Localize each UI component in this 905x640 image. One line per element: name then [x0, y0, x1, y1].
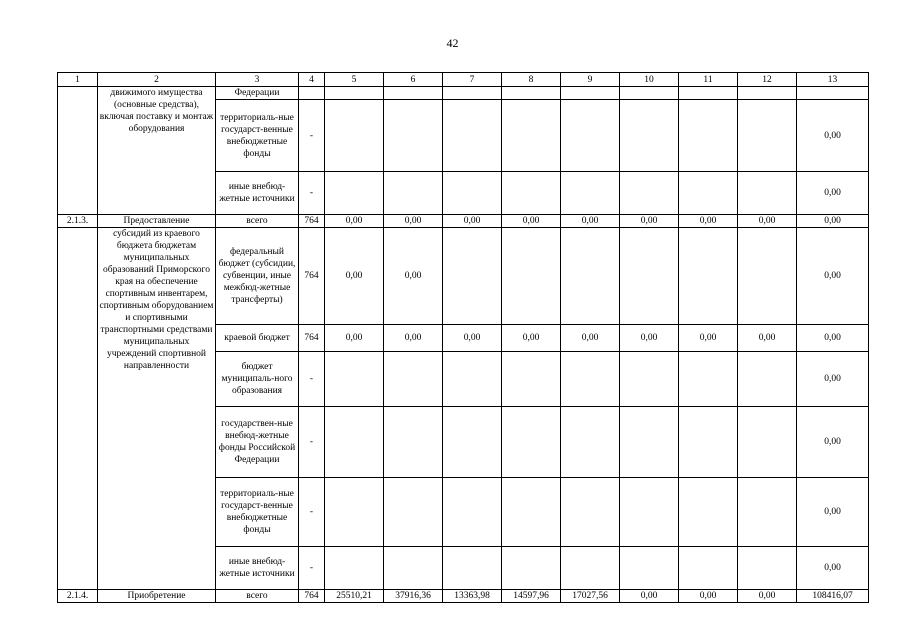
column-header: 11	[679, 73, 738, 87]
value-cell	[502, 172, 561, 215]
total-cell: 0,00	[797, 547, 869, 590]
value-cell: 0,00	[679, 215, 738, 228]
value-cell: 0,00	[679, 590, 738, 603]
value-cell	[738, 407, 797, 478]
value-cell	[561, 352, 620, 407]
row-number-cell: 2.1.4.	[58, 590, 98, 603]
value-cell	[561, 547, 620, 590]
value-cell	[502, 100, 561, 172]
total-cell: 0,00	[797, 100, 869, 172]
grbs-cell: -	[299, 100, 325, 172]
column-header: 10	[620, 73, 679, 87]
value-cell	[561, 228, 620, 325]
grbs-cell: 764	[299, 590, 325, 603]
column-header: 9	[561, 73, 620, 87]
source-cell: иные внебюд-жетные источники	[216, 547, 299, 590]
column-header: 13	[797, 73, 869, 87]
value-cell: 13363,98	[443, 590, 502, 603]
column-header: 6	[384, 73, 443, 87]
value-cell	[384, 478, 443, 547]
source-cell: краевой бюджет	[216, 325, 299, 352]
item-name-cell: движимого имущества (основные средства), включая поставку и монтаж оборудования	[98, 87, 216, 215]
value-cell	[561, 407, 620, 478]
value-cell: 0,00	[738, 325, 797, 352]
value-cell: 0,00	[620, 590, 679, 603]
value-cell	[384, 547, 443, 590]
value-cell: 0,00	[620, 215, 679, 228]
grbs-cell: -	[299, 352, 325, 407]
source-cell: иные внебюд-жетные источники	[216, 172, 299, 215]
value-cell	[561, 172, 620, 215]
total-cell: 0,00	[797, 215, 869, 228]
value-cell: 0,00	[502, 325, 561, 352]
row-number-cell	[58, 87, 98, 215]
value-cell: 0,00	[561, 325, 620, 352]
value-cell	[620, 547, 679, 590]
value-cell: 0,00	[384, 215, 443, 228]
value-cell	[384, 407, 443, 478]
value-cell	[738, 100, 797, 172]
value-cell	[561, 87, 620, 100]
value-cell	[679, 87, 738, 100]
value-cell	[443, 172, 502, 215]
value-cell	[620, 87, 679, 100]
value-cell	[502, 407, 561, 478]
value-cell	[443, 407, 502, 478]
value-cell	[502, 87, 561, 100]
total-cell	[797, 87, 869, 100]
grbs-cell: -	[299, 407, 325, 478]
table-row	[58, 87, 869, 100]
value-cell: 0,00	[620, 325, 679, 352]
value-cell	[679, 100, 738, 172]
value-cell	[325, 172, 384, 215]
value-cell: 0,00	[502, 215, 561, 228]
total-cell: 0,00	[797, 352, 869, 407]
page-number: 42	[446, 36, 459, 50]
value-cell	[679, 407, 738, 478]
value-cell	[502, 228, 561, 325]
grbs-cell: 764	[299, 228, 325, 325]
column-header: 3	[216, 73, 299, 87]
value-cell	[738, 172, 797, 215]
value-cell	[384, 172, 443, 215]
value-cell	[443, 478, 502, 547]
item-name-cell: Приобретение	[98, 590, 216, 603]
value-cell: 37916,36	[384, 590, 443, 603]
value-cell: 0,00	[443, 215, 502, 228]
value-cell: 25510,21	[325, 590, 384, 603]
item-name-cell: Предоставление	[98, 215, 216, 228]
grbs-cell: 764	[299, 215, 325, 228]
value-cell	[620, 478, 679, 547]
value-cell: 0,00	[679, 325, 738, 352]
value-cell	[325, 547, 384, 590]
grbs-cell: -	[299, 478, 325, 547]
total-cell: 0,00	[797, 325, 869, 352]
value-cell	[561, 100, 620, 172]
value-cell	[325, 407, 384, 478]
total-cell: 108416,07	[797, 590, 869, 603]
value-cell: 0,00	[738, 590, 797, 603]
grbs-cell: -	[299, 547, 325, 590]
value-cell	[443, 352, 502, 407]
grbs-cell: 764	[299, 325, 325, 352]
value-cell	[738, 87, 797, 100]
grbs-cell: -	[299, 172, 325, 215]
value-cell	[620, 100, 679, 172]
value-cell	[679, 352, 738, 407]
value-cell: 17027,56	[561, 590, 620, 603]
value-cell	[443, 87, 502, 100]
value-cell	[502, 478, 561, 547]
table-row	[58, 228, 869, 325]
value-cell	[325, 87, 384, 100]
table-body	[58, 73, 869, 603]
value-cell	[443, 100, 502, 172]
value-cell: 0,00	[738, 215, 797, 228]
value-cell	[738, 228, 797, 325]
value-cell	[679, 547, 738, 590]
value-cell	[384, 100, 443, 172]
value-cell: 0,00	[443, 325, 502, 352]
source-cell: всего	[216, 590, 299, 603]
value-cell: 0,00	[384, 228, 443, 325]
value-cell	[325, 478, 384, 547]
value-cell: 0,00	[325, 325, 384, 352]
source-cell: федеральный бюджет (субсидии, субвенции, иные межбюд-жетные трансферты)	[216, 228, 299, 325]
value-cell: 14597,96	[502, 590, 561, 603]
value-cell: 0,00	[325, 228, 384, 325]
row-number-cell: 2.1.3.	[58, 215, 98, 228]
value-cell	[443, 547, 502, 590]
source-cell: всего	[216, 215, 299, 228]
value-cell	[738, 352, 797, 407]
value-cell	[679, 478, 738, 547]
budget-table	[57, 72, 869, 603]
source-cell: государствен-ные внебюд-жетные фонды Российской Федерации	[216, 407, 299, 478]
value-cell	[502, 547, 561, 590]
column-header: 8	[502, 73, 561, 87]
total-cell: 0,00	[797, 172, 869, 215]
value-cell: 0,00	[384, 325, 443, 352]
value-cell	[325, 352, 384, 407]
source-cell: Федерации	[216, 87, 299, 100]
column-header: 7	[443, 73, 502, 87]
column-header: 1	[58, 73, 98, 87]
total-cell: 0,00	[797, 228, 869, 325]
value-cell	[620, 172, 679, 215]
column-header: 2	[98, 73, 216, 87]
total-cell: 0,00	[797, 407, 869, 478]
value-cell	[384, 87, 443, 100]
table-row	[58, 215, 869, 228]
item-name-cell: субсидий из краевого бюджета бюджетам муниципальных образований Приморского края на обеспечение спортивным инвентарем, спортивным оборудованием и спортивными транспортными средствами муниципальных учреждений спортивной направленности	[98, 228, 216, 590]
total-cell: 0,00	[797, 478, 869, 547]
value-cell	[620, 407, 679, 478]
source-cell: бюджет муниципаль-ного образования	[216, 352, 299, 407]
source-cell: территориаль-ные государст-венные внебюджетные фонды	[216, 478, 299, 547]
column-header: 5	[325, 73, 384, 87]
column-header: 12	[738, 73, 797, 87]
grbs-cell	[299, 87, 325, 100]
value-cell	[679, 172, 738, 215]
row-number-cell	[58, 228, 98, 590]
value-cell	[502, 352, 561, 407]
value-cell	[325, 100, 384, 172]
value-cell	[620, 352, 679, 407]
header-row	[58, 73, 869, 87]
column-header: 4	[299, 73, 325, 87]
table-row	[58, 590, 869, 603]
value-cell	[738, 478, 797, 547]
value-cell	[738, 547, 797, 590]
value-cell	[443, 228, 502, 325]
value-cell: 0,00	[325, 215, 384, 228]
source-cell: территориаль-ные государст-венные внебюджетные фонды	[216, 100, 299, 172]
value-cell	[384, 352, 443, 407]
value-cell	[620, 228, 679, 325]
value-cell	[679, 228, 738, 325]
value-cell	[561, 478, 620, 547]
value-cell: 0,00	[561, 215, 620, 228]
